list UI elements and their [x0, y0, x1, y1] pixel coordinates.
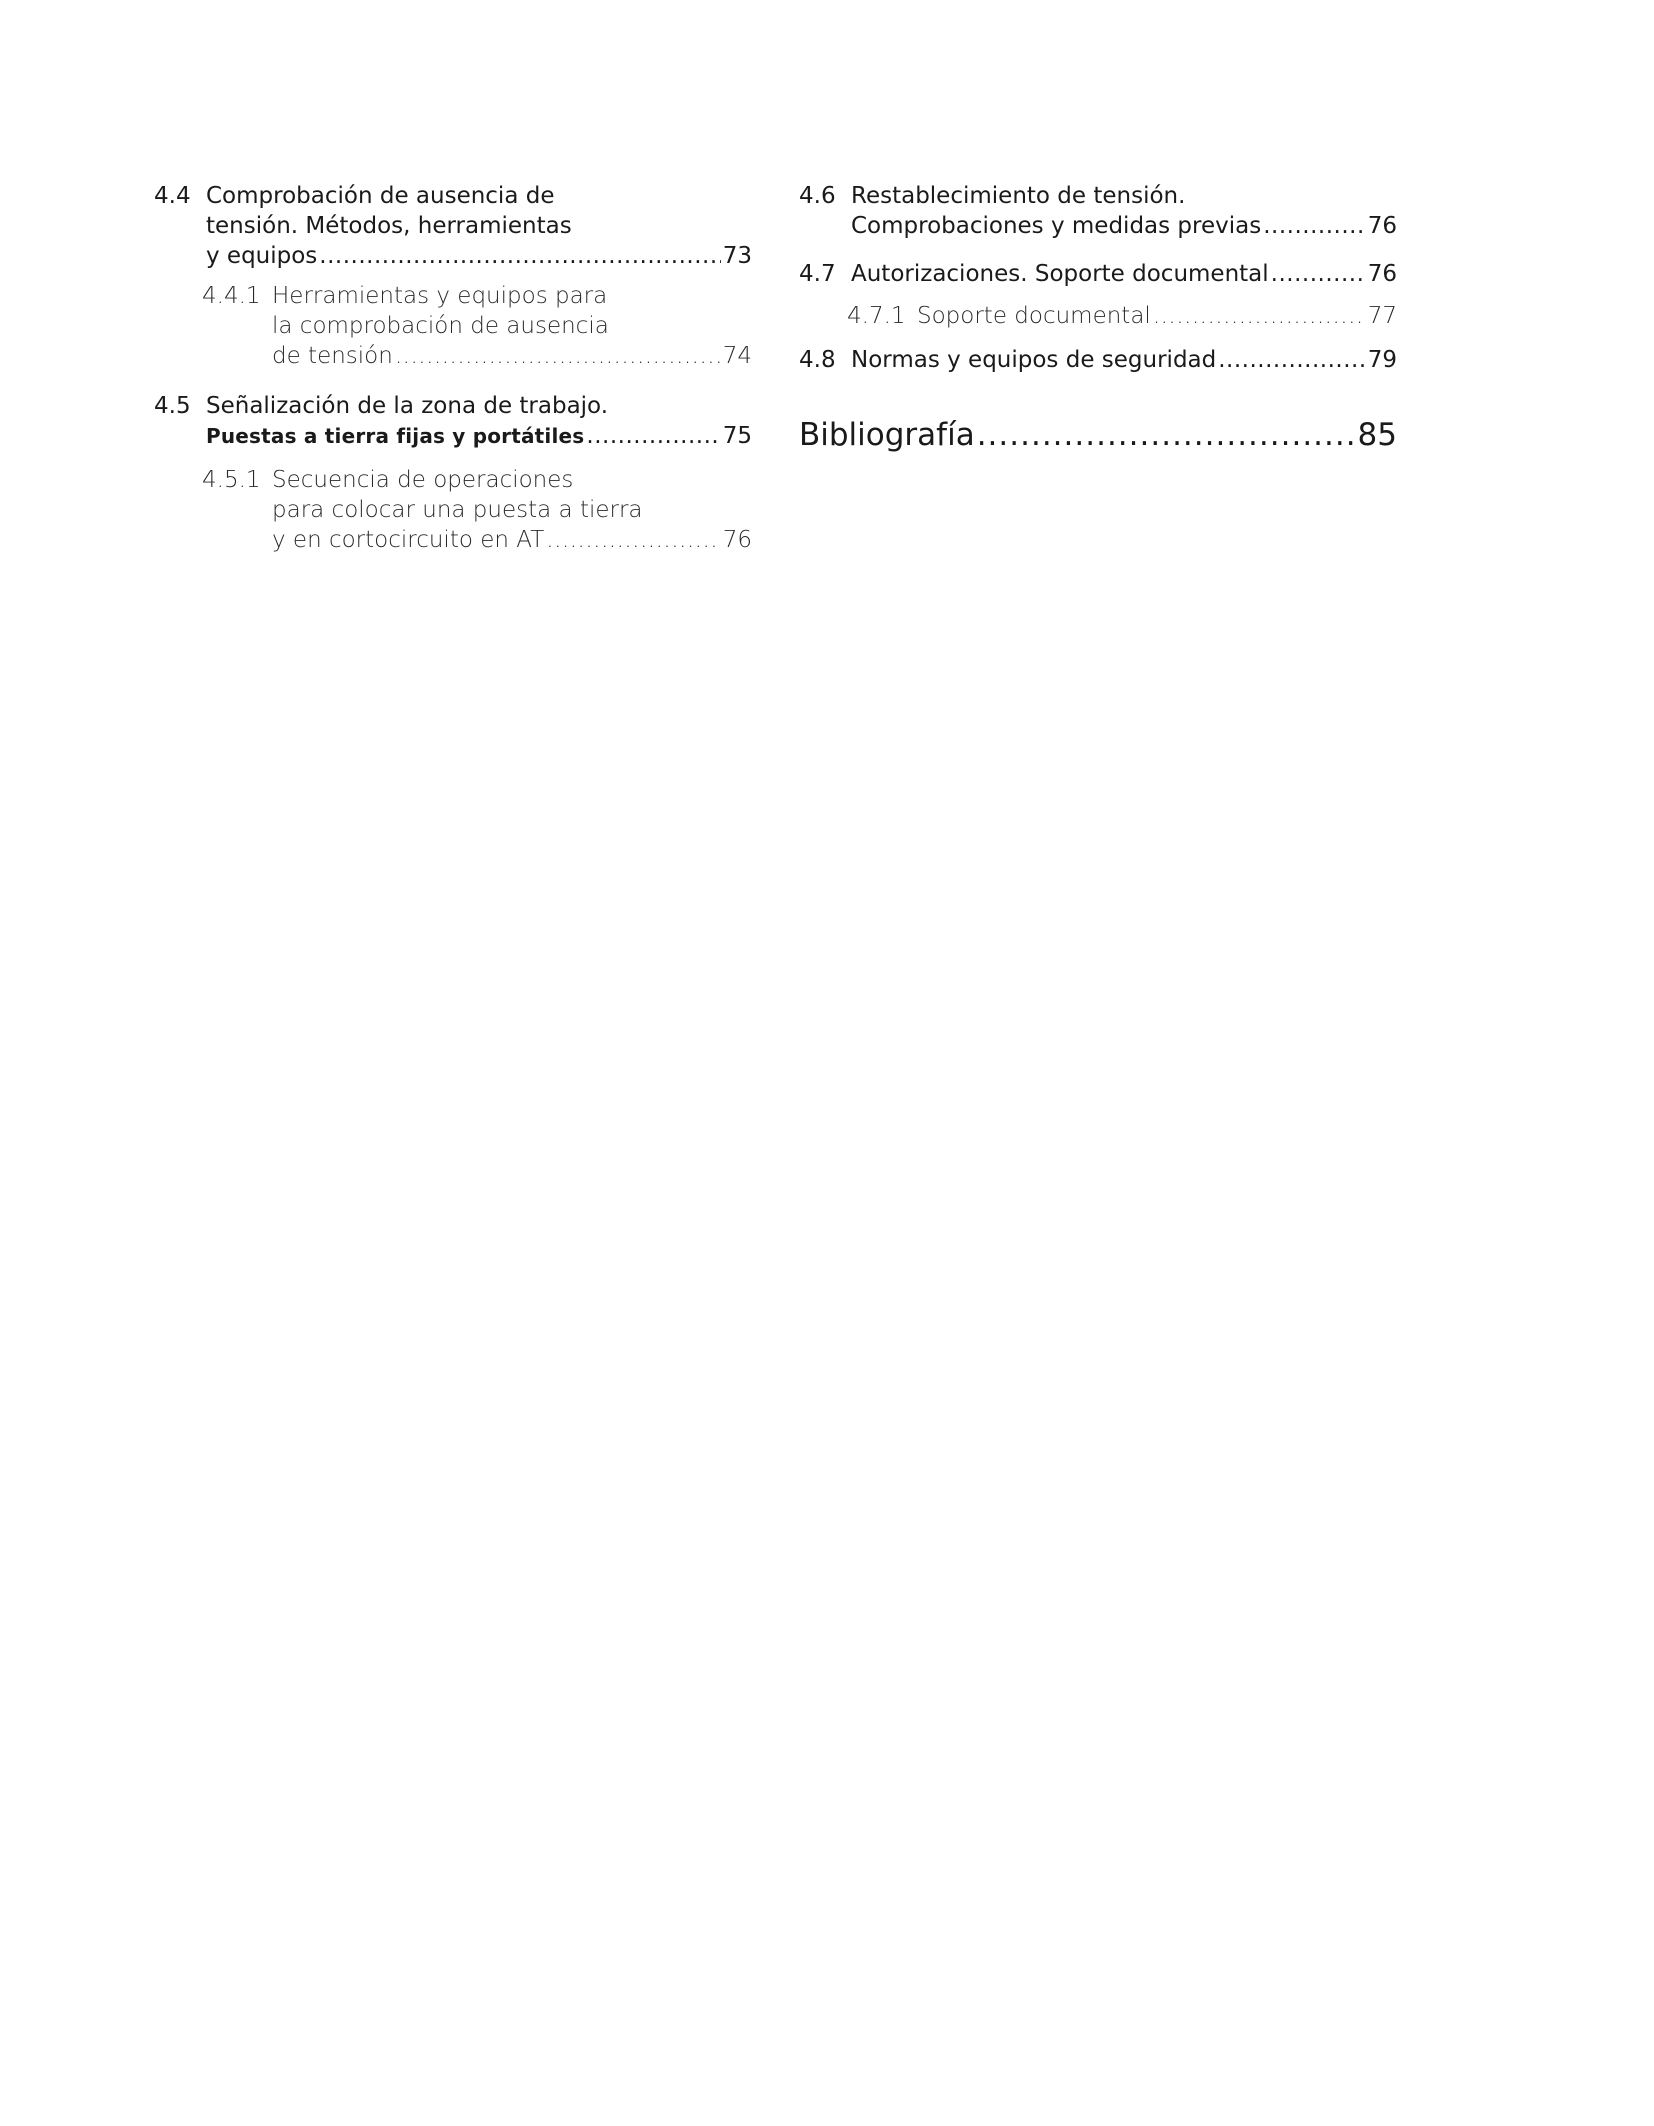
- section-title-line: Normas y equipos de seguridad: [851, 347, 1217, 373]
- section-number: 4.5: [154, 393, 191, 419]
- page-number: 75: [722, 423, 752, 449]
- dot-leader: [546, 525, 720, 555]
- dot-leader: [395, 341, 721, 371]
- section-number: 4.6: [799, 183, 836, 209]
- section-title-line: Herramientas y equipos para: [272, 283, 608, 309]
- dot-leader: [977, 415, 1356, 455]
- section-title-line: Restablecimiento de tensión.: [851, 183, 1186, 209]
- section-title-line: Autorizaciones. Soporte documental: [851, 261, 1269, 287]
- page-number: 79: [1367, 347, 1397, 373]
- toc-left-column: [154, 181, 752, 555]
- section-title-line: Comprobaciones y medidas previas: [851, 213, 1262, 239]
- page-number: 76: [722, 527, 752, 553]
- toc-entry-4-5-1[interactable]: [202, 465, 752, 555]
- toc-entry-4-4-1[interactable]: [202, 281, 752, 371]
- section-number: 4.4.1: [202, 283, 261, 309]
- page-number: 73: [722, 243, 752, 269]
- dot-leader: [1153, 301, 1366, 331]
- dot-leader: [586, 421, 720, 451]
- dot-leader: [1271, 259, 1366, 289]
- page-number: 85: [1357, 417, 1397, 453]
- page-number: 76: [1367, 261, 1397, 287]
- toc-entry-4-5[interactable]: [154, 391, 752, 451]
- section-number: 4.4: [154, 183, 191, 209]
- section-number: 4.7: [799, 261, 836, 287]
- toc-entry-4-7-1[interactable]: [847, 301, 1397, 331]
- section-title-line: Soporte documental: [917, 303, 1151, 329]
- toc-right-column: [799, 181, 1397, 455]
- section-title-line: y equipos: [206, 243, 318, 269]
- toc-entry-4-7[interactable]: [799, 259, 1397, 289]
- section-title-line: de tensión: [272, 343, 393, 369]
- dot-leader: [319, 241, 720, 271]
- section-title-line: Secuencia de operaciones: [272, 467, 574, 493]
- section-title-line: Comprobación de ausencia de: [206, 183, 555, 209]
- section-title-line: y en cortocircuito en AT: [272, 527, 545, 553]
- section-title-line: tensión. Métodos, herramientas: [206, 213, 572, 239]
- page-number: 77: [1367, 303, 1397, 329]
- section-number: 4.8: [799, 347, 836, 373]
- page-number: 74: [722, 343, 752, 369]
- dot-leader: [1263, 211, 1366, 241]
- toc-entry-4-8[interactable]: [799, 345, 1397, 375]
- section-title-line: Puestas a tierra fijas y portátiles: [206, 424, 585, 448]
- page-number: 76: [1367, 213, 1397, 239]
- section-title-line: Señalización de la zona de trabajo.: [206, 393, 609, 419]
- toc-entry-4-4[interactable]: [154, 181, 752, 271]
- section-title-line: la comprobación de ausencia: [272, 313, 609, 339]
- section-number: 4.5.1: [202, 467, 261, 493]
- dot-leader: [1218, 345, 1365, 375]
- section-title-line: para colocar una puesta a tierra: [272, 497, 643, 523]
- toc-entry-bibliography[interactable]: [799, 415, 1397, 455]
- section-number: 4.7.1: [847, 303, 906, 329]
- bibliography-label: Bibliografía: [799, 417, 975, 453]
- toc-entry-4-6[interactable]: [799, 181, 1397, 241]
